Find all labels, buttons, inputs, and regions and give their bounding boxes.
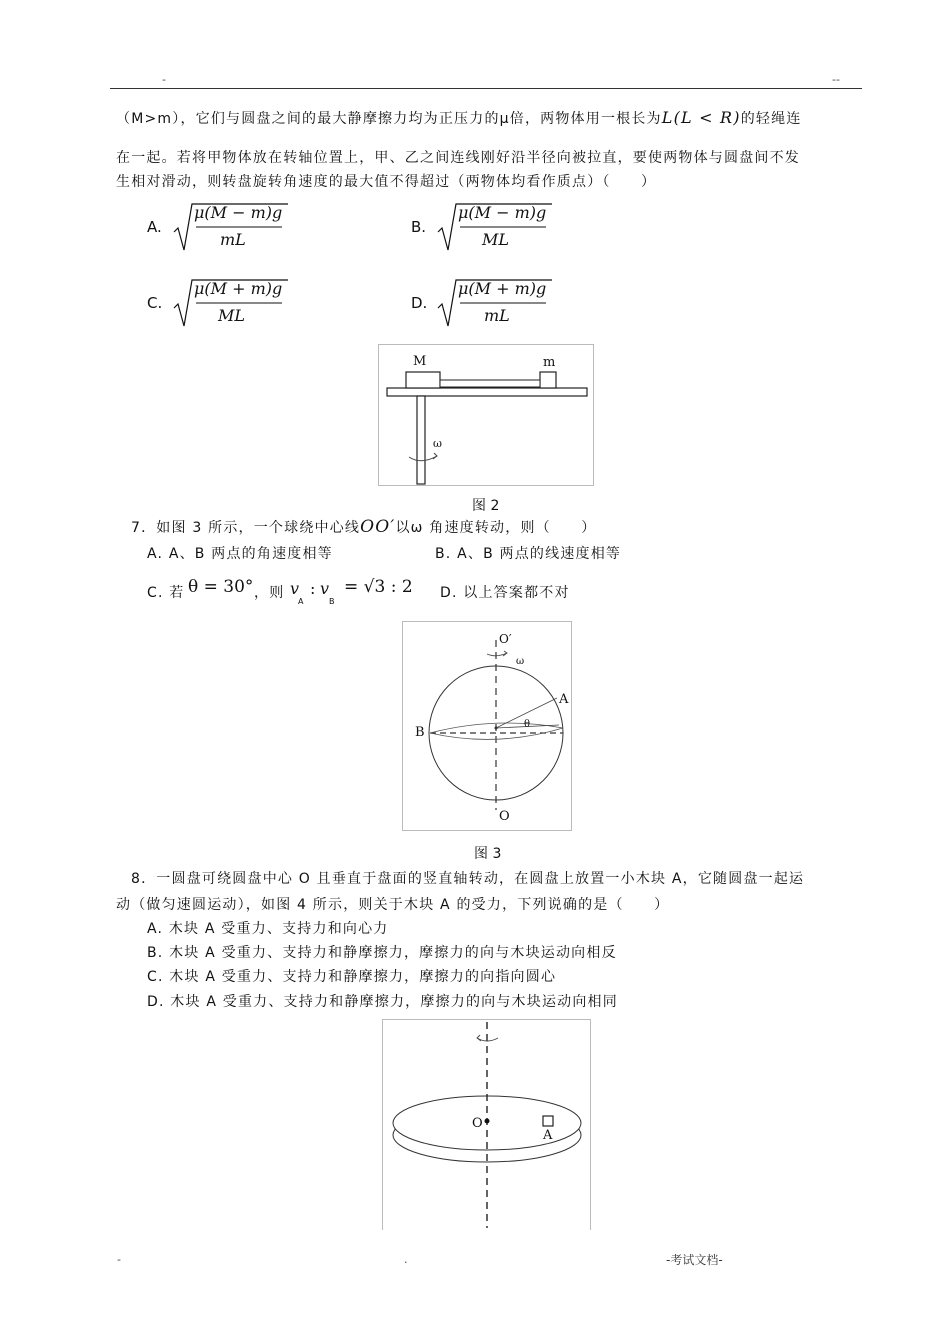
block-m: [540, 372, 556, 388]
q8-option-d: D. 木块 A 受重力、支持力和静摩擦力，摩擦力的向与木块运动向相同: [147, 994, 618, 1010]
q6-line1-math: L(L < R): [661, 108, 741, 127]
q8-option-a: A. 木块 A 受重力、支持力和向心力: [147, 921, 389, 937]
q7-option-c-mid: ，则: [254, 585, 285, 601]
q8-option-c: C. 木块 A 受重力、支持力和静摩擦力，摩擦力的向指向圆心: [147, 969, 557, 985]
q8-line2: 动（做匀速圆运动），如图 4 所示，则关于木块 A 的受力，下列说确的是（ ）: [116, 897, 670, 913]
header-rule: [110, 88, 862, 89]
q6-option-d-numerator: μ(M + m)g: [458, 279, 547, 298]
turntable-diagram: [379, 345, 593, 485]
q6-option-c-denominator: ML: [218, 306, 246, 325]
label-O-fig4: O: [472, 1116, 483, 1131]
q7-stem-math: OO′: [360, 517, 396, 537]
q7-stem-text: 7．如图 3 所示，一个球绕中心线: [131, 520, 361, 536]
label-omega: ω: [433, 437, 442, 450]
figure-2: [378, 344, 594, 486]
label-O-prime: O′: [499, 632, 512, 646]
label-B: B: [415, 725, 425, 740]
q6-line1-end: 的轻绳连: [740, 111, 802, 127]
label-O: O: [499, 809, 510, 824]
footer-left-mark: -: [117, 1253, 121, 1266]
sphere-diagram: [403, 622, 571, 830]
label-omega-fig3: ω: [516, 656, 525, 667]
label-A-fig4: A: [543, 1128, 553, 1143]
q7-option-c-prefix: C. 若: [147, 585, 185, 601]
q6-option-d-denominator: mL: [484, 306, 510, 325]
block-A: [543, 1116, 553, 1126]
q7-option-a: A. A、B 两点的角速度相等: [147, 546, 333, 562]
q7-option-c-eq: = √3 : 2: [344, 577, 413, 597]
q7-option-c-sub-b: B: [329, 597, 335, 606]
figure-2-caption: 图 2: [472, 498, 500, 514]
disk-diagram: [383, 1020, 590, 1230]
q6-option-a-denominator: mL: [220, 230, 246, 249]
q7-stem: [131, 517, 596, 537]
q7-option-c-colon: :: [310, 579, 316, 598]
q6-option-a-label: A.: [147, 218, 162, 236]
q7-option-c-sub-a: A: [298, 597, 304, 606]
label-m: m: [543, 355, 556, 370]
q6-option-b-numerator: μ(M − m)g: [458, 203, 547, 222]
header-right-mark: --: [832, 73, 840, 86]
q6-line2: 在一起。若将甲物体放在转轴位置上，甲、乙之间连线刚好沿半径向被拉直，要使两物体与圆盘间不发: [116, 150, 800, 166]
q7-option-c-vb: v: [320, 579, 330, 598]
q7-option-b: B. A、B 两点的线速度相等: [435, 546, 622, 562]
footer-center-mark: .: [404, 1253, 408, 1266]
center-O: [485, 1119, 490, 1124]
figure-4: [382, 1019, 591, 1230]
q7-option-c-va: v: [290, 579, 300, 598]
label-theta: θ: [524, 719, 531, 730]
turntable-plate: [387, 388, 587, 396]
header-left-mark: -: [162, 73, 166, 86]
block-M: [406, 372, 440, 388]
axle: [417, 396, 425, 484]
rope: [440, 380, 540, 387]
figure-3: [402, 621, 572, 831]
q6-option-c-numerator: μ(M + m)g: [194, 279, 283, 298]
q6-option-d-label: D.: [411, 294, 428, 312]
q6-line3: 生相对滑动，则转盘旋转角速度的最大值不得超过（两物体均看作质点）（ ）: [116, 174, 657, 190]
label-A: A: [559, 692, 569, 707]
q6-line1: [116, 108, 802, 128]
q6-option-c-label: C.: [147, 294, 163, 312]
q8-option-b: B. 木块 A 受重力、支持力和静摩擦力，摩擦力的向与木块运动向相反: [147, 945, 617, 961]
figure-3-caption: 图 3: [474, 846, 502, 862]
q7-stem-mid: 以ω 角速度转动，则（ ）: [395, 520, 597, 536]
q8-line1: 8．一圆盘可绕圆盘中心 O 且垂直于盘面的竖直轴转动，在圆盘上放置一小木块 A，它随圆盘一起运: [131, 871, 805, 887]
q7-option-d: D. 以上答案都不对: [440, 585, 570, 601]
q6-option-b-label: B.: [411, 218, 427, 236]
q6-option-b-denominator: ML: [482, 230, 510, 249]
label-M: M: [413, 354, 427, 369]
q6-option-a-numerator: μ(M − m)g: [194, 203, 283, 222]
q7-option-c-theta: θ = 30°: [188, 577, 254, 597]
footer-doc-label: -考试文档-: [666, 1253, 723, 1267]
q6-line1-text: （M>m），它们与圆盘之间的最大静摩擦力均为正压力的μ倍，两物体用一根长为: [116, 111, 662, 127]
